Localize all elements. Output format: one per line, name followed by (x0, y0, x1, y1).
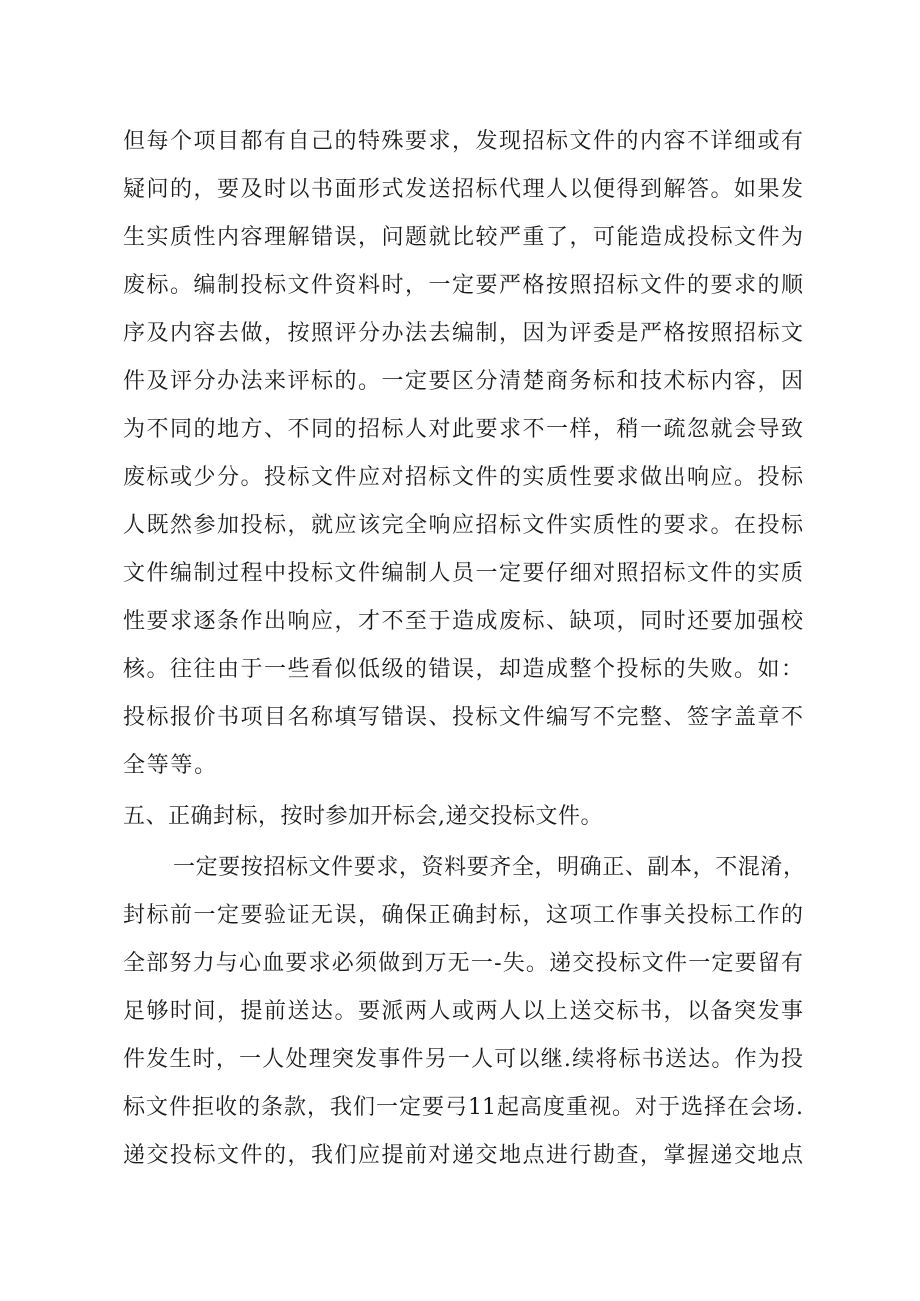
text-line: 人既然参加投标，就应该完全响应招标文件实质性的要求。在投标 (123, 513, 803, 538)
section-heading: 五、正确封标，按时参加开标会,递交投标文件。 (123, 804, 603, 829)
text-line: 废标或少分。投标文件应对招标文件的实质性要求做出响应。投标 (123, 465, 803, 490)
text-line: 全等等。 (123, 753, 218, 778)
text-line: 件及评分办法来评标的。一定要区分清楚商务标和技术标内容，因 (123, 369, 803, 394)
text-line: 件发生时，一人处理突发事件另一人可以继.续将标书送达。作为投 (123, 1047, 803, 1072)
text-line: 投标报价书项目名称填写错误、投标文件编写不完整、签字盖章不 (123, 705, 803, 730)
text-line: 封标前一定要验证无误，确保正确封标，这项工作事关投标工作的 (123, 903, 803, 928)
text-line: 废标。编制投标文件资料时，一定要严格按照招标文件的要求的顺 (123, 273, 803, 298)
text-line: 标文件拒收的条款，我们一定要弓11起高度重视。对于选择在会场. (123, 1095, 803, 1120)
text-line: 疑问的，要及时以书面形式发送招标代理人以便得到解答。如果发 (123, 177, 803, 202)
text-line: 足够时间，提前送达。要派两人或两人以上送交标书，以备突发事 (123, 999, 803, 1024)
text-line: 一定要按招标文件要求，资料要齐全，明确正、副本，不混淆， (173, 855, 805, 880)
text-line: 核。往往由于一些看似低级的错误，却造成整个投标的失败。如： (123, 657, 803, 682)
text-line: 但每个项目都有自己的特殊要求，发现招标文件的内容不详细或有 (123, 129, 803, 154)
text-line: 为不同的地方、不同的招标人对此要求不一样，稍一疏忽就会导致 (123, 417, 803, 442)
text-line: 全部努力与心血要求必须做到万无一-失。递交投标文件一定要留有 (123, 951, 803, 976)
text-line: 序及内容去做，按照评分办法去编制，因为评委是严格按照招标文 (123, 321, 803, 346)
text-line: 递交投标文件的，我们应提前对递交地点进行勘查，掌握递交地点 (123, 1143, 803, 1168)
text-line: 生实质性内容理解错误，问题就比较严重了，可能造成投标文件为 (123, 225, 803, 250)
text-line: 文件编制过程中投标文件编制人员一定要仔细对照招标文件的实质 (123, 561, 803, 586)
text-line: 性要求逐条作出响应，才不至于造成废标、缺项，同时还要加强校 (123, 609, 803, 634)
